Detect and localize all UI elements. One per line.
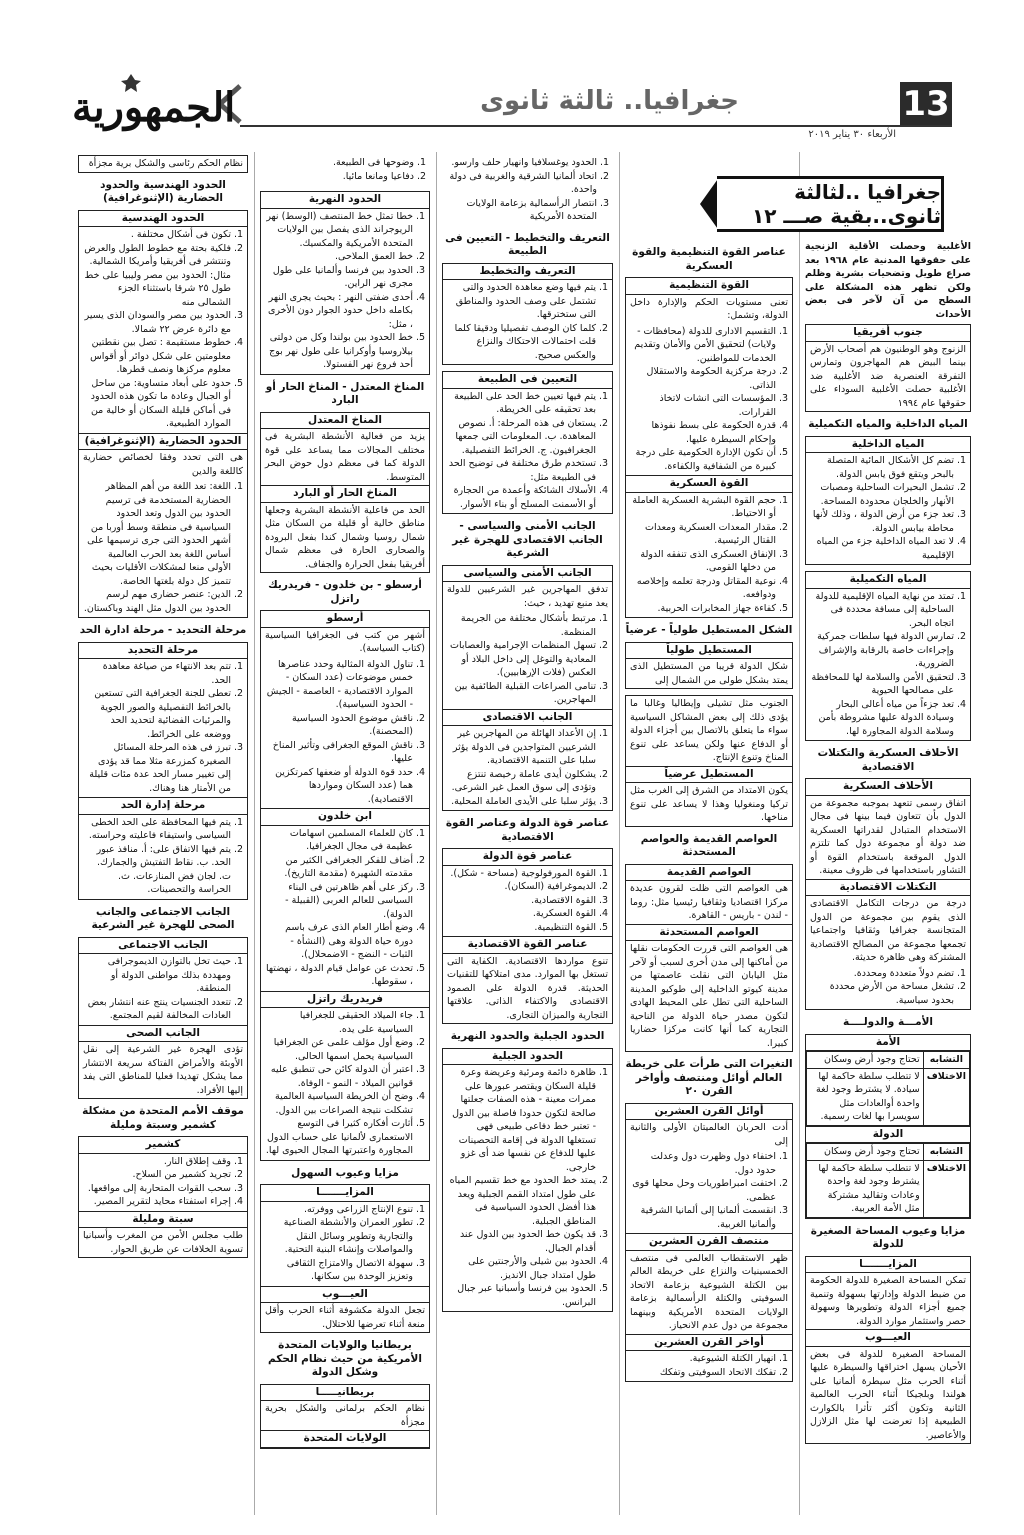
newspaper-logo: الجمهورية xyxy=(72,84,236,131)
box-text: نظام الحكم برلمانى والشكل بحرية مجزأة xyxy=(265,1403,425,1428)
list-item: 2. خط العمق الملاحى. xyxy=(265,250,413,264)
box-heading: المزايـــــــا xyxy=(806,1257,970,1274)
page-header xyxy=(0,0,1024,150)
list-item: 3. تستخدم طرق مختلفة فى توضيح الحد فى الطبيعة مثل: xyxy=(447,457,596,484)
list-item: 3. انقسمت ألمانيا إلى ألمانيا الشرقية وألمانيا الغربية. xyxy=(630,1204,776,1231)
list-item: 1. جاء الميلاد الحقيقى للجغرافيا السياسية على يده. xyxy=(265,1009,413,1036)
info-box xyxy=(260,1184,430,1333)
box-heading: العواصم القديمة xyxy=(626,865,792,882)
list-item: 2. تشمل البحيرات الساحلية ومصبات الأنهار والخلجان محدودة المساحة. xyxy=(810,481,954,508)
list-item: 3. الحدود بين مصر والسودان الذى يسير مع دائرة عرض ٢٢ شمالا. xyxy=(83,309,231,336)
table-cell: لا تتطلب سلطة حاكمة لها سيادة. لا يشترط وجود لغة واحدة أوالعادات مثل سويسرا بها لغات رسمية. xyxy=(807,1068,924,1125)
list-item: 3. ركز على أهم ظاهرتين فى البناء السياسى للعالم العربى (القبيلة - الدولة). xyxy=(265,881,413,922)
paragraph: الأغلبية وحصلت الأقلية الزنجية على حقوقها المدنية عام ١٩٦٨ بعد صراع طويل وتضحيات بشرية وظلم ولكن تظهر هذه المشكلة على السطح من آن لآخر فى بعض الأحداث xyxy=(805,241,971,320)
box-text: هى العواصم التى قررت الحكومات نقلها من أماكنها إلى مدن أخرى لسبب أو لآخر مثل اليابان التى نقلت عاصمتها من مدينة كيوتو الداخلية إلى طوكيو المدينة الساحلية التى تطل على المحيط الهادى لتكون مصدر حياة الدولة من الناحية التجارية كما أنها كانت مركزا حضاريا كبيرا. xyxy=(630,943,788,1049)
column-5 xyxy=(78,152,248,1515)
info-box xyxy=(442,263,613,366)
box-heading: عناصر القوة الاقتصادية xyxy=(443,936,612,954)
list-item: 2. وضع أول مؤلف علمى عن الجغرافيا السياسية يحمل اسمها الحالى. xyxy=(265,1036,413,1063)
list-item: 2. تجريد كشمير من السلاح. xyxy=(83,1168,231,1182)
list-item: 1. تضم دولاً متعددة ومحددة. xyxy=(810,967,954,981)
list-item: 4. وضع أطار العام الذى عرف باسم دورة حياة الدولة وهى (النشأة - الثبات - النضج - الاضمحلال). xyxy=(265,921,413,962)
column-4 xyxy=(260,152,430,1515)
topic-heading: المناخ المعتدل - المناخ الحار أو البارد xyxy=(265,380,425,406)
box-heading: المناخ المعتدل xyxy=(261,413,429,430)
list-item: 1. تضم كل الأشكال المائية المتصلة بالبحر ويتقع فوق يابس الدولة. xyxy=(810,454,954,481)
column-1 xyxy=(805,240,971,1515)
box-heading: الجانب الاقتصادى xyxy=(443,709,612,727)
box-text: طلب مجلس الأمن من المغرب وأسبانيا تسوية الخلافات عن طريق الحوار. xyxy=(83,1230,243,1255)
list-item: 4. تعد جزءاً من مياه أعالى البحار وسيادة الدولة عليها مشروطة بأمن وسلامة الدولة المجاورة لها. xyxy=(810,698,954,739)
list-item: 1. وقف إطلاق النار. xyxy=(83,1155,231,1169)
list-item: 2. تطور العمران والأنشطة الصناعية والتجارية وتطوير وسائل النقل والمواصلات وإنشاء البنية التحتية. xyxy=(265,1216,413,1257)
list-item: 4. الأسلاك الشائكة وأعمدة من الحجارة أو الأسمنت المسلح أو بناء الأسوار. xyxy=(447,484,596,511)
info-box xyxy=(625,695,793,827)
topic-heading: الجانب الاجتماعى والجانب الصحى للهجرة غير الشرعية xyxy=(91,905,235,931)
table-key: التشابه xyxy=(923,1144,969,1161)
column-divider xyxy=(436,152,437,1515)
box-heading: جنوب أفريقيا xyxy=(806,325,970,342)
list-item: 1. وضوحها فى الطبيعة. xyxy=(264,156,414,170)
box-heading: الجانب الصحى xyxy=(79,1025,247,1043)
list-item: 2. كلما كان الوصف تفصيليا ودقيقا كلما قلت احتمالات الاحتكاك والنزاع والعكس صحيح. xyxy=(447,322,596,363)
box-heading: التعيين فى الطبيعة xyxy=(443,372,612,389)
info-box xyxy=(805,1256,971,1445)
list-item: 3. سهولة الاتصال والامتزاج الثقافى وتعزيز الوحدة بين سكانها. xyxy=(265,1257,413,1284)
box-text: شكل الدولة قريبا من المستطيل الذى يمتد بشكل طولى من الشمال إلى xyxy=(630,661,788,686)
list-item: 5. أثارت أفكاره كثيرا فى التوسع الاستعمارى لألمانيا على حساب الدول المجاورة واعتبرتها المجال الحيوى لها. xyxy=(265,1117,413,1158)
list-item: 1. تمتد من نهاية المياه الإقليمية للدولة الساحلية إلى مسافة محددة فى اتجاه البحر. xyxy=(810,590,954,631)
list-item: 3. سحب القوات المتحاربة إلى مواقعها. xyxy=(83,1182,231,1196)
list-item: 2. درجة مركزية الحكومة والاستقلال الذاتى. xyxy=(630,365,776,392)
info-box xyxy=(78,210,248,619)
topic-heading: عناصر القوة التنظيمية والقوة العسكرية xyxy=(632,246,786,272)
list-item: 1. خطا تمثل خط المنتصف (الوسط) نهر الريوجراند الذى يفصل بين الولايات المتحدة الأمريكية والمكسيك. xyxy=(265,210,413,251)
list-item: 1. انهيار الكتلة الشيوعية. xyxy=(630,1352,776,1366)
box-text: تنوع مواردها الاقتصادية. الكفاية التى تستغل بها الموارد. مدى امتلاكها للتقنيات الحديثة. قدرة الدولة على الصمود الاقتصادى والاكتفاء الذاتى. علاقتها التجارية والميزان التجارى. xyxy=(447,955,608,1021)
box-heading: التكتلات الاقتصادية xyxy=(806,879,970,897)
list-item: 1. القوة المورفولوجية (مساحة - شكل). xyxy=(447,867,596,881)
list-item: 2. فلكية بحتة مع خطوط الطول والعرض وتنتشر فى أفريقيا وأمريكا الشمالية. مثال: الحدود بين مصر وليبيا على خط طول ٢٥ شرقا باستثناء الجزء الشمالى منه xyxy=(83,242,231,310)
list-item: 2. تتعدد الجنسيات ينتج عنه انتشار بعض العادات المخالفة لقيم المجتمع. xyxy=(83,996,231,1023)
list-item: 2. تسهل المنظمات الإجرامية والعصابات المعادية والتوغل إلى داخل البلاد أو العكس (فلات الإرهابيين). xyxy=(447,639,596,680)
topic-heading: الحدود الجبلية والحدود النهرية xyxy=(450,1030,605,1042)
continued-list xyxy=(260,155,430,185)
list-item: 4. نوعية المقاتل ودرجة تعلمه وإخلاصه ودوافعه. xyxy=(630,575,776,602)
info-box xyxy=(805,778,971,1010)
continuation-banner: جغرافيا ..لثالثة ثانوى..بقية صـــ ١٢ xyxy=(717,176,944,232)
list-item: 5. الحدود بين فرنسا وأسبانيا عبر جبال البرانس. xyxy=(447,1282,596,1309)
box-heading: المزايـــــــا xyxy=(261,1185,429,1202)
box-heading: فريدريك راتزل xyxy=(261,991,429,1009)
box-text: هى العواصم التى ظلت لقرون عديدة مركزا اقتصاديا وثقافيا رئيسيا مثل: روما - لندن - باريس - القاهرة. xyxy=(630,883,788,921)
info-box xyxy=(442,1048,613,1313)
list-item: 3. اعتبر أن الدولة كائن حى تنطبق عليه قوانين الميلاد - النمو - الوفاة. xyxy=(265,1063,413,1090)
topic-heading: مرحلة التحديد - مرحلة ادارة الحد xyxy=(79,624,247,636)
info-box xyxy=(805,436,971,566)
list-item: 4. قدرة الحكومة على بسط نفوذها وإحكام السيطرة عليها. xyxy=(630,419,776,446)
list-item: 1. مرتبط بأشكال مختلفة من الجريمة المنظمة. xyxy=(447,612,596,639)
table-row xyxy=(807,1160,970,1217)
box-heading: القوة العسكرية xyxy=(626,475,792,493)
box-text: ظهر الاستقطاب العالمى فى منتصف الخمسينيات والنزاع على خريطة العالم بين الكتلة الشيوعية بزعامة الاتحاد السوفيتى والكتلة الرأسمالية بزعامة الولايات المتحدة الأمريكية وبينهما مجموعة من دول عدم الانحياز. xyxy=(630,1252,788,1331)
info-box xyxy=(78,155,248,173)
list-item: 3. الإنفاق العسكرى الذى تنفقه الدولة من دخلها القومى. xyxy=(630,548,776,575)
box-text: يكون الامتداد من الشرق إلى الغرب مثل تركيا ومنغوليا وهذا لا يساعد على تنوع مناخها. xyxy=(630,785,788,823)
table-cell: تحتاج وجود أرض وسكان xyxy=(807,1144,924,1161)
box-heading: المياه الداخلية xyxy=(806,437,970,454)
issue-date: الأربعاء ٣٠ يناير ٢٠١٩ xyxy=(808,129,896,140)
topic-heading: العواصم القديمة والعواصم المستحدثة xyxy=(640,832,778,858)
list-item: 2. أضاف للفكر الجغرافى الكثير من مقدمته الشهيرة (مقدمة التاريخ). xyxy=(265,854,413,881)
info-box xyxy=(442,848,613,1024)
box-heading: الولايات المتحدة xyxy=(261,1430,429,1448)
list-item: 2. تمارس الدولة فيها سلطات جمركية وإجراءات خاصة بالرقابة والإشراف الضرورية. xyxy=(810,630,954,671)
table-row xyxy=(807,1052,970,1069)
list-item: 5. خط الحدود بين بولندا وكل من دولتى بيلاروسيا وأوكرانيا على طول نهر بوج أحد فروع نهر الفستولا. xyxy=(265,331,413,372)
list-item: 4. وضح أن الخريطة السياسية العالمية تشكلت نتيجة الصراعات بين الدول. xyxy=(265,1090,413,1117)
list-item: 3. القوة الاقتصادية. xyxy=(447,894,596,908)
info-box xyxy=(78,937,248,1100)
box-heading: المناخ الحار أو البارد xyxy=(261,485,429,503)
box-heading: سبتة ومليلة xyxy=(79,1211,247,1229)
box-heading: العيـــوب xyxy=(261,1286,429,1304)
box-heading: الحدود الحضارية (الإثنوغرافية) xyxy=(79,433,247,451)
list-item: 1. إن الأعداد الهائلة من المهاجرين غير الشرعيين المتواجدين فى الدولة يؤثر سلبا على التنمية الاقتصادية. xyxy=(447,727,596,768)
list-item: 2. اتحاد ألمانيا الشرقية والغربية فى دولة واحدة. xyxy=(446,170,597,197)
continued-list xyxy=(442,155,613,226)
list-item: 1. تتم بعد الانتهاء من صياغة معاهدة الحد. xyxy=(83,660,231,687)
table-row xyxy=(807,1144,970,1161)
list-item: 4. لا تعد المياه الداخلية جزء من المياه الإقليمية xyxy=(810,535,954,562)
info-box xyxy=(625,864,793,1053)
list-item: 5. تحدث عن عوامل قيام الدولة ، نهضتها ، سقوطها. xyxy=(265,962,413,989)
list-item: 5. حدود على أبعاد متساوية: من ساحل أو الجبال وعادة ما تكون هذه الحدود فى أماكن قليلة السكان أو خالية من الموارد الطبيعية. xyxy=(83,377,231,431)
list-item: 2. يمتد خط الحدود مع خط تقسيم المياه على طول امتداد القمم الجبلية ويعد هذا أفضل الحدود السياسية فى المناطق الجبلية. xyxy=(447,1174,596,1228)
list-item: 3. المؤسسات التى انشات لاتخاذ القرارات. xyxy=(630,392,776,419)
box-heading: المستطيل طولياً xyxy=(626,643,792,660)
box-heading: الحدود الهندسية xyxy=(79,211,247,228)
topic-heading: الأمـــة والدولــــة xyxy=(842,1016,934,1028)
box-heading: الأمة xyxy=(806,1035,970,1052)
box-text: الحد من فاعلية الأنشطة البشرية وجعلها مناطق خالية أو قليلة من السكان مثل شمال روسيا وشمال كندا بفعل البرودة والصحارى الحارة فى معظم شمال أفريقيا بفعل الحرارة والجفاف. xyxy=(265,504,425,570)
list-item: 2. الديموغرافية (السكان). xyxy=(447,880,596,894)
box-heading: الحدود النهرية xyxy=(261,192,429,209)
table-cell: لا تتطلب سلطة حاكمة لها يشترط وجود لغة واحدة وعادات وتقاليد مشتركة مثل الأمة العربية. xyxy=(807,1160,924,1217)
box-heading: المستطيل عرضياً xyxy=(626,766,792,784)
topic-heading: الأحلاف العسكرية والتكتلات الاقتصادية xyxy=(817,747,959,773)
list-item: 5. القوة التنظيمية. xyxy=(447,921,596,935)
box-heading: الحدود الجبلية xyxy=(443,1049,612,1066)
box-heading: الأحلاف العسكرية xyxy=(806,779,970,796)
column-divider xyxy=(799,152,800,1515)
box-text: أشهر من كتب فى الجغرافيا السياسية (كتاب السياسة). xyxy=(265,629,425,654)
list-item: 4. الحدود بين شيلى والأرجنتين على طول امتداد جبال الانديز. xyxy=(447,1255,596,1282)
header-rule xyxy=(240,125,952,127)
info-box xyxy=(625,277,793,618)
box-heading: العواصم المستحدثة xyxy=(626,924,792,942)
list-item: 1. يتم فيها وضع معاهدة الحدود والتى تشتمل على وصف الحدود والمناطق التى ستخترقها. xyxy=(447,281,596,322)
topic-heading: التعريف والتخطيط - التعيين فى الطبيعة xyxy=(445,231,610,257)
list-item: 3. تنامى الصراعات القبلية الطائفية بين المهاجرين. xyxy=(447,680,596,707)
topic-heading: المياه الداخلية والمياه التكميلية xyxy=(808,418,968,430)
list-item: 2. تعطى للجنة الجغرافية التى تستعين بالخرائط التفصيلية والصور الجوية والمرئيات الفضائية لتحديد الحد ووضعه على الخرائط. xyxy=(83,687,231,741)
list-item: 3. ناقش الموقع الجغرافى وتأثير المناخ عليها. xyxy=(265,739,413,766)
box-text: أدت الحربان العالميتان الأولى والثانية إلى xyxy=(630,1122,788,1147)
table-cell: تحتاج وجود أرض وسكان xyxy=(807,1052,924,1069)
table-key: الاختلاف xyxy=(923,1160,969,1217)
info-box xyxy=(78,1136,248,1258)
list-item: 3. لتحقيق الأمن والسلامة لها للمحافظة على مصالحها الحيوية xyxy=(810,671,954,698)
box-text: الجنوب مثل تشيلى وإيطاليا وغالبا ما يؤدى ذلك إلى بعض المشاكل السياسية سواء ما يتعلق بالاتصال بين أجزاء الدولة أو الدفاع عنها ولكن يساعد على تنوع المناخ وتنوع الإنتاج. xyxy=(630,698,788,763)
box-heading: مرحلة التحديد xyxy=(79,643,247,660)
box-heading: الدولة xyxy=(806,1126,970,1144)
info-box xyxy=(78,642,248,900)
topic-heading: الحدود الهندسية والحدود الحضارية (الإثنوغرافية) xyxy=(100,178,226,204)
box-heading: أوائل القرن العشرين xyxy=(626,1104,792,1121)
box-text: يزيد من فعالية الأنشطة البشرية فى مختلف المجالات مما يساعد على قوة الدولة كما فى معظم دول حوض البحر المتوسط. xyxy=(265,431,425,483)
table-row xyxy=(807,1068,970,1125)
topic-heading: موقف الأمم المتحدة من مشكلة كشمير وسبتة ومليلة xyxy=(82,1105,244,1131)
list-item: 1. حجم القوة البشرية العسكرية العاملة أو الاحتياط. xyxy=(630,494,776,521)
list-item: 3. تبرز فى هذه المرحلة المسائل الصغيرة كمزرعة مثلا مما قد يؤدى إلى تغيير مسار الحد عدة مئات قليلة من الأمتار هنا وهناك. xyxy=(83,741,231,795)
info-box xyxy=(260,610,430,1161)
list-item: 1. يتم فيها تعيين خط الحد على الطبيعة بعد تحقيقه على الخريطة. xyxy=(447,390,596,417)
topic-heading: مزايا وعيوب السهول xyxy=(291,1166,399,1179)
box-heading: منتصف القرن العشرين xyxy=(626,1233,792,1251)
list-item: 1. ظاهرة دائمة ومرئية وعريضة وعرة قليلة السكان ويقتصر عبورها على ممرات معينة - هذه الصفات جعلتها صالحة لتكون حدودا فاصلة بين الدول - تعتبر خط دفاعى طبيعى فهى تستغلها الدولة فى إقامة التحصينات عليها للدفاع عن نفسها ضد أى غزو خارجى. xyxy=(447,1066,596,1174)
info-box xyxy=(260,412,430,574)
box-text: اتفاق رسمى تتعهد بموجبه مجموعة من الدول بأن تتعاون فيما بينها فى مجال الاستخدام المتبادل لقدراتها العسكرية ضد دولة أو مجموعة دول كما تلتزم الدول الموقعة باستخدام القوة أو التشاور باستخدامها فى ظروف معينة. xyxy=(810,797,966,876)
box-text: تمكن المساحة الصغيرة للدولة الحكومة من ضبط الدولة وإدارتها بسهولة وتنمية جميع أجزاء الدولة وتطويرها وسهولة حصر واستثمار موارد الدولة. xyxy=(810,1275,966,1327)
list-item: 3. الحدود بين فرنسا وألمانيا على طول مجرى نهر الراين. xyxy=(265,264,413,291)
list-item: 3. يؤثر سلبا على الأيدى العاملة المحلية. xyxy=(447,795,596,809)
list-item: 4. أحدى ضفتى النهر : بحيث يجرى النهر بكامله داخل حدود الجوار دون الأخرى ، مثل: xyxy=(265,291,413,332)
list-item: 1. الحدود يوغسلافيا وانهيار حلف وارسو. xyxy=(446,156,597,170)
list-item: 3. تعد جزء من أرض الدولة ، وذلك لأنها محاطة بيابس الدولة. xyxy=(810,508,954,535)
column-divider xyxy=(619,152,620,1515)
list-item: 1. اختفاء دول وظهرت دول وعدلت حدود دول. xyxy=(630,1150,776,1177)
column-3 xyxy=(442,152,613,1515)
info-box xyxy=(805,571,971,741)
info-box xyxy=(805,324,971,412)
info-box xyxy=(442,565,613,812)
box-heading: الجانب الاجتماعى xyxy=(79,938,247,955)
list-item: 3. قد يكون خط الحدود بين الدول عند أقدام الجبال. xyxy=(447,1228,596,1255)
list-item: 3. انتصار الرأسمالية بزعامة الولايات المتحدة الأمريكية xyxy=(446,197,597,224)
box-text: تدفق المهاجرين غير الشرعيين للدولة يعد منبع تهديد ، حيث: xyxy=(447,584,608,609)
topic-heading: الجانب الأمنى والسياسى - الجانب الاقتصادى للهجرة غير الشرعية xyxy=(452,520,603,559)
box-heading: الجانب الأمنى والسياسى xyxy=(443,566,612,583)
list-item: 1. اللغة: تعد اللغة من أهم المظاهر الحضارية المستخدمة فى ترسيم الحدود بين الدول وتعد الحدود السياسية فى منطقة وسط أوربا من أشهر الحدود التى جرى ترسيمها على أساس اللغة بعد الحرب العالمية الأولى منعا لمشكلات الأقليات بحيث تتميز كل دولة بلغتها الخاصة. xyxy=(83,480,231,588)
topic-heading: عناصر قوة الدولة وعناصر القوة الاقتصادية xyxy=(445,817,610,843)
comparison-table xyxy=(806,1143,970,1218)
list-item: 2. ناقش موضوع الحدود السياسية (المحصنة). xyxy=(265,712,413,739)
list-item: 2. مقدار المعدات العسكرية ومعدات القتال الرئيسية. xyxy=(630,521,776,548)
list-item: 1. تنوع الإنتاج الزراعى ووفرته. xyxy=(265,1203,413,1217)
list-item: 1. حيث تخل بالتوازن الديموجرافى ومهددة بذلك مواطنى الدولة أو المنطقة. xyxy=(83,955,231,996)
nation-table-box xyxy=(805,1034,971,1219)
box-text: نظام الحكم رئاسى والشكل برية مجزأة xyxy=(88,158,243,169)
table-key: الاختلاف xyxy=(923,1068,969,1125)
topic-heading: مزايا وعيوب المساحة الصغيرة للدولة xyxy=(810,1224,966,1250)
list-item: 2. تشغل مساحة من الأرض محددة بحدود سياسية. xyxy=(810,980,954,1007)
topic-heading: التغيرات التى طرأت على خريطة العالم أوائل ومنتصف وأواخر القرن ٢٠ xyxy=(625,1058,793,1097)
box-heading: أواخر القرن العشرين xyxy=(626,1334,792,1352)
box-heading: التعريف والتخطيط xyxy=(443,264,612,281)
list-item: 4. خطوط مستقيمة : تصل بين نقطتين معلومتين على شكل دوائر أو أقواس معلوم مركزها ونصف قطرها. xyxy=(83,336,231,377)
box-text: تجعل الدولة مكشوفة أثناء الحرب وأقل منعة أثناء تعرضها للاحتلال. xyxy=(265,1305,425,1330)
list-item: 2. يشكلون أيدى عاملة رخيصة تنتزع وتؤدى إلى سوق العمل غير الشرعى. xyxy=(447,768,596,795)
list-item: 5. أن تكون الإدارة الحكومية على درجة كبيرة من الشفافية والكفاءة. xyxy=(630,446,776,473)
box-heading: ابن خلدون xyxy=(261,808,429,826)
info-box xyxy=(625,1103,793,1383)
box-text: هى التى تحدد وفقا لخصائص حضارية كاللغة والدين xyxy=(83,452,243,477)
list-item: 2. تفكك الاتحاد السوفيتى وتفكك xyxy=(630,1366,776,1380)
column-2 xyxy=(625,240,793,1515)
info-box xyxy=(625,642,793,690)
list-item: 1. يتم فيها المحافظة على الحد الخطى السياسى واستيفاء فاعليته وحراسته. xyxy=(83,816,231,843)
section-title: جغرافيا.. ثالثة ثانوى xyxy=(480,86,739,116)
box-heading: بريطانيـــــا xyxy=(261,1385,429,1402)
box-heading: القوة التنظيمية xyxy=(626,278,792,295)
list-item: 4. القوة العسكرية. xyxy=(447,907,596,921)
info-box xyxy=(442,371,613,514)
list-item: 1. تناول الدولة المثالية وحدد عناصرها خمس موضوعات (عدد السكان - الموارد الاقتصادية - العاصمة - الجيش - الحدود السياسية). xyxy=(265,658,413,712)
column-divider xyxy=(254,152,255,1515)
list-item: 2. يستعان فى هذه المرحلة: أ. نصوص المعاهدة. ب. المعلومات التى جمعها الجغرافيون. ج. الخرائط التفصيلية. xyxy=(447,417,596,458)
list-item: 2. اختفت امبراطوريات وحل محلها قوى عظمى. xyxy=(630,1177,776,1204)
box-heading: المياه التكميلية xyxy=(806,572,970,589)
box-text: تعنى مستويات الحكم والإدارة داخل الدولة، وتشمل: xyxy=(630,296,788,321)
list-item: 1. تكون فى أشكال مختلفة . xyxy=(83,228,231,242)
comparison-table xyxy=(806,1051,970,1126)
box-heading: أرسطو xyxy=(261,611,429,628)
list-item: 2. دفاعيا ومانعا مائيا. xyxy=(264,170,414,184)
box-heading: عناصر قوة الدولة xyxy=(443,849,612,866)
info-box xyxy=(260,191,430,375)
list-item: 4. إجراء استفتاء محايد لتقرير المصير. xyxy=(83,1195,231,1209)
page-number: 13 xyxy=(900,82,952,126)
box-heading: مرحلة إدارة الحد xyxy=(79,797,247,815)
table-key: التشابه xyxy=(923,1052,969,1069)
list-item: 4. حدد قوة الدولة أو ضعفها كمرتكزين هما (عدد السكان ومواردها الاقتصادية). xyxy=(265,766,413,807)
topic-heading: الشكل المستطيل طولياً - عرضياً xyxy=(625,624,793,636)
list-item: 5. كفاءة جهاز المخابرات الحربية. xyxy=(630,602,776,616)
topic-heading: أرسطو - بن خلدون - فريدريك راتزل xyxy=(268,579,422,605)
list-item: 2. يتم فيها الاتفاق على: أ. منافذ عبور الحد. ب. نقاط التفتيش والجمارك. ت. لجان فض المنازعات. ث. الحراسة والتحصينات. xyxy=(83,843,231,897)
topic-heading: بريطانيا والولايات المتحدة الأمريكية من حيث نظام الحكم وشكل الدولة xyxy=(268,1339,422,1378)
box-text: درجة من درجات التكامل الاقتصادى الذى يقوم بين مجموعة من الدول المتجانسة جغرافيا وثقافيا واجتماعيا تجمعها مجموعة من المصالح الاقتصادية المشتركة وهى ظاهرة حديثة. xyxy=(810,898,966,963)
info-box xyxy=(260,1384,430,1449)
box-heading: العيـــوب xyxy=(806,1329,970,1347)
box-heading: كشمير xyxy=(79,1137,247,1154)
list-item: 1. التقسيم الادارى للدولة (محافظات - ولايات) لتحقيق الأمن والأمان وتقديم الخدمات للمواطنين. xyxy=(630,325,776,366)
box-text: تؤدى الهجرة غير الشرعية إلى نقل الأوبئة والأمراض الفتاكة سريعة الانتشار مما يشكل تهديدا فعليا للمناطق التى يفد إليها الأفراد. xyxy=(83,1044,243,1096)
box-text: الزنوج وهو الوطنيون هم أصحاب الأرض بينما البيض هم المهاجرون وتمارس التفرقة العنصرية ضد الأغلبية ضد الأغلبية حصلت الأغلبية السوداء على حقوقها عام ١٩٩٤ xyxy=(810,343,966,409)
list-item: 2. الدين: عنصر حضارى مهم لرسم الحدود بين الدول مثل الهند وباكستان. xyxy=(83,588,231,615)
list-item: 1. كان للعلماء المسلمين اسهامات عظيمة فى مجال الجغرافيا. xyxy=(265,827,413,854)
box-text: المساحة الصغيرة للدولة فى بعض الأحيان يسهل اختراقها والسيطرة عليها أثناء الحرب مثل سيطرة ألمانيا على هولندا وبلجيكا أثناء الحرب العالمية الثانية وتكون أكثر تأثرا بالكوارث الطبيعية إذا تعرضت لها مثل الزلازل والأعاصير. xyxy=(810,1348,966,1441)
